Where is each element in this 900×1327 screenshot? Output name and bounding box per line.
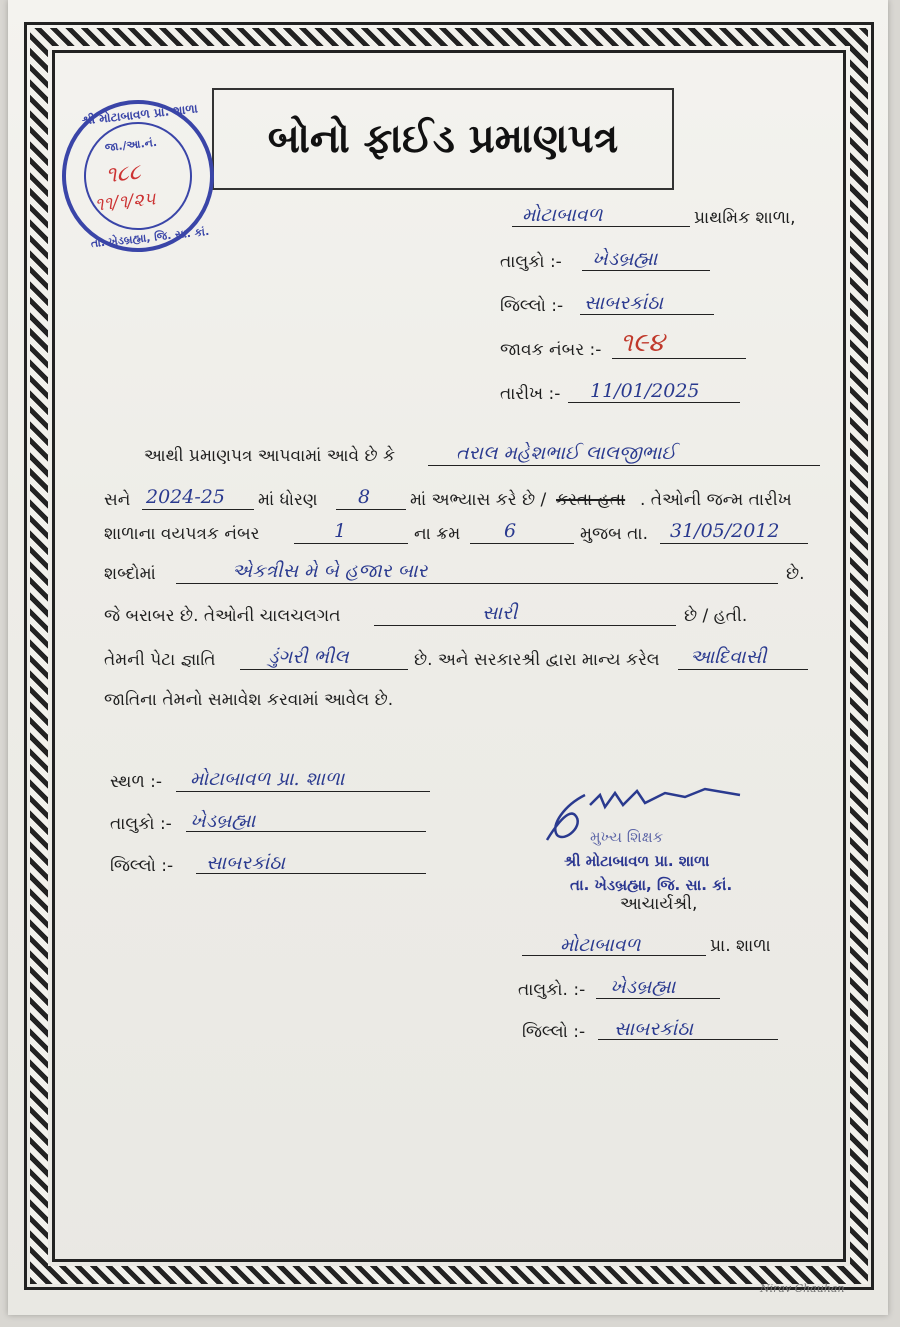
body-line1-prefix: આથી પ્રમાણપત્ર આપવામાં આવે છે કે xyxy=(144,446,395,466)
header-outward-label: જાવક નંબર :- xyxy=(500,340,602,360)
header-district-value: સાબરકાંઠા xyxy=(584,292,663,314)
footer-district-value: સાબરકાંઠા xyxy=(206,852,285,874)
certificate-title: બોનો ફાઈડ પ્રમાણપત્ર xyxy=(212,88,674,190)
header-date-value: 11/01/2025 xyxy=(590,380,700,402)
header-district-label: જિલ્લો :- xyxy=(500,296,564,316)
scan-credit: Nirav Chauhan xyxy=(760,1282,845,1295)
footer-right-district-value: સાબરકાંઠા xyxy=(614,1018,693,1040)
footer-place-value: મોટાબાવળ પ્રા. શાળા xyxy=(190,768,345,790)
student-name: તરાલ મહેશભાઈ લાલજીભાઈ xyxy=(456,442,677,464)
stamp-role: મુખ્ય શિક્ષક xyxy=(590,828,664,846)
body-line3-prefix: શાળાના વયપત્રક નંબર xyxy=(104,524,260,544)
serial-number-line xyxy=(470,543,574,544)
header-outward-line xyxy=(612,358,746,359)
header-school-suffix: પ્રાથમિક શાળા, xyxy=(694,208,796,228)
header-date-line xyxy=(568,402,740,403)
footer-right-school-name: મોટાબાવળ xyxy=(560,934,641,956)
footer-right-district-line xyxy=(598,1039,778,1040)
footer-taluka-value: ખેડબ્રહ્મા xyxy=(190,810,256,832)
body-line2-mid: માં ધોરણ xyxy=(258,490,318,510)
footer-right-taluka-value: ખેડબ્રહ્મા xyxy=(610,976,676,998)
header-school-name: મોટાબાવળ xyxy=(522,204,603,226)
academic-year-line xyxy=(142,509,254,510)
body-line2-prefix: સને xyxy=(104,490,131,510)
footer-right-district-label: જિલ્લો :- xyxy=(522,1022,586,1042)
footer-district-line xyxy=(196,873,426,874)
header-district-line xyxy=(580,314,714,315)
standard-line xyxy=(336,509,406,510)
body-line6-mid: છે. અને સરકારશ્રી દ્વારા માન્ય કરેલ xyxy=(414,650,660,670)
register-number-line xyxy=(294,543,408,544)
caste-category: આદિવાસી xyxy=(690,646,767,668)
footer-taluka-label: તાલુકો :- xyxy=(110,814,172,834)
stamp-inward-number: ૧૮૮ xyxy=(104,159,142,189)
footer-right-school-line xyxy=(522,955,706,956)
body-line7: જાતિના તેમનો સમાવેશ કરવામાં આવેલ છે. xyxy=(104,690,394,710)
birth-date-words: એકત્રીસ મે બે હજાર બાર xyxy=(232,560,428,582)
footer-right-school-suffix: પ્રા. શાળા xyxy=(710,936,771,956)
header-outward-value: ૧૯૪ xyxy=(620,328,665,358)
footer-place-label: સ્થળ :- xyxy=(110,772,162,792)
header-taluka-value: ખેડબ્રહ્મા xyxy=(592,248,658,270)
body-line2-end: . તેઓની જન્મ તારીખ xyxy=(640,490,792,510)
stamp-ring-top-text: શ્રી મોટાબાવળ પ્રા. શાળા xyxy=(81,101,199,128)
body-line6-prefix: તેમની પેટા જ્ઞાતિ xyxy=(104,650,216,670)
birth-date-words-line xyxy=(176,583,778,584)
caste-category-line xyxy=(678,669,808,670)
footer-right-taluka-label: તાલુકો. :- xyxy=(518,980,586,1000)
conduct-line xyxy=(374,625,676,626)
academic-year: 2024-25 xyxy=(146,486,225,508)
conduct: સારી xyxy=(482,602,518,624)
student-name-line xyxy=(428,465,820,466)
body-line5-prefix: જે બરાબર છે. તેઓની ચાલચલગત xyxy=(104,606,341,626)
footer-place-line xyxy=(176,791,430,792)
header-date-label: તારીખ :- xyxy=(500,384,561,404)
stamp-school: શ્રી મોટાબાવળ પ્રા. શાળા xyxy=(564,852,710,870)
body-line4-suffix: છે. xyxy=(786,564,805,584)
stamp-inward-date: ૧૧/૧/૨૫ xyxy=(93,188,157,216)
birth-date-line xyxy=(660,543,808,544)
header-taluka-label: તાલુકો :- xyxy=(500,252,562,272)
body-line5-suffix: છે / હતી. xyxy=(684,606,748,626)
stamp-address: તા. ખેડબ્રહ્મા, જિ. સા. કાં. xyxy=(570,876,733,894)
footer-right-taluka-line xyxy=(596,998,720,999)
body-line3-mid: ના ક્રમ xyxy=(414,524,461,544)
body-line2-struck: કરતા હતા xyxy=(556,490,626,510)
header-school-line xyxy=(512,226,690,227)
footer-district-label: જિલ્લો :- xyxy=(110,856,174,876)
register-number: 1 xyxy=(334,520,347,542)
header-taluka-line xyxy=(582,270,710,271)
body-line3-suffix: મુજબ તા. xyxy=(580,524,648,544)
sub-caste-line xyxy=(240,669,408,670)
stamp-inward-label: જા./આ.નં. xyxy=(104,135,158,155)
body-line4-prefix: શબ્દોમાં xyxy=(104,564,156,584)
body-line2-suffix: માં અભ્યાસ કરે છે / xyxy=(410,490,547,510)
footer-taluka-line xyxy=(186,831,426,832)
designation: આચાર્યશ્રી, xyxy=(620,894,698,914)
standard: 8 xyxy=(358,486,371,508)
serial-number: 6 xyxy=(504,520,517,542)
stamp-ring-bottom-text: તા. ખેડબ્રહ્મા, જિ. સા. કાં. xyxy=(90,224,210,251)
sub-caste: ડુંગરી ભીલ xyxy=(268,646,349,668)
birth-date: 31/05/2012 xyxy=(670,520,780,542)
